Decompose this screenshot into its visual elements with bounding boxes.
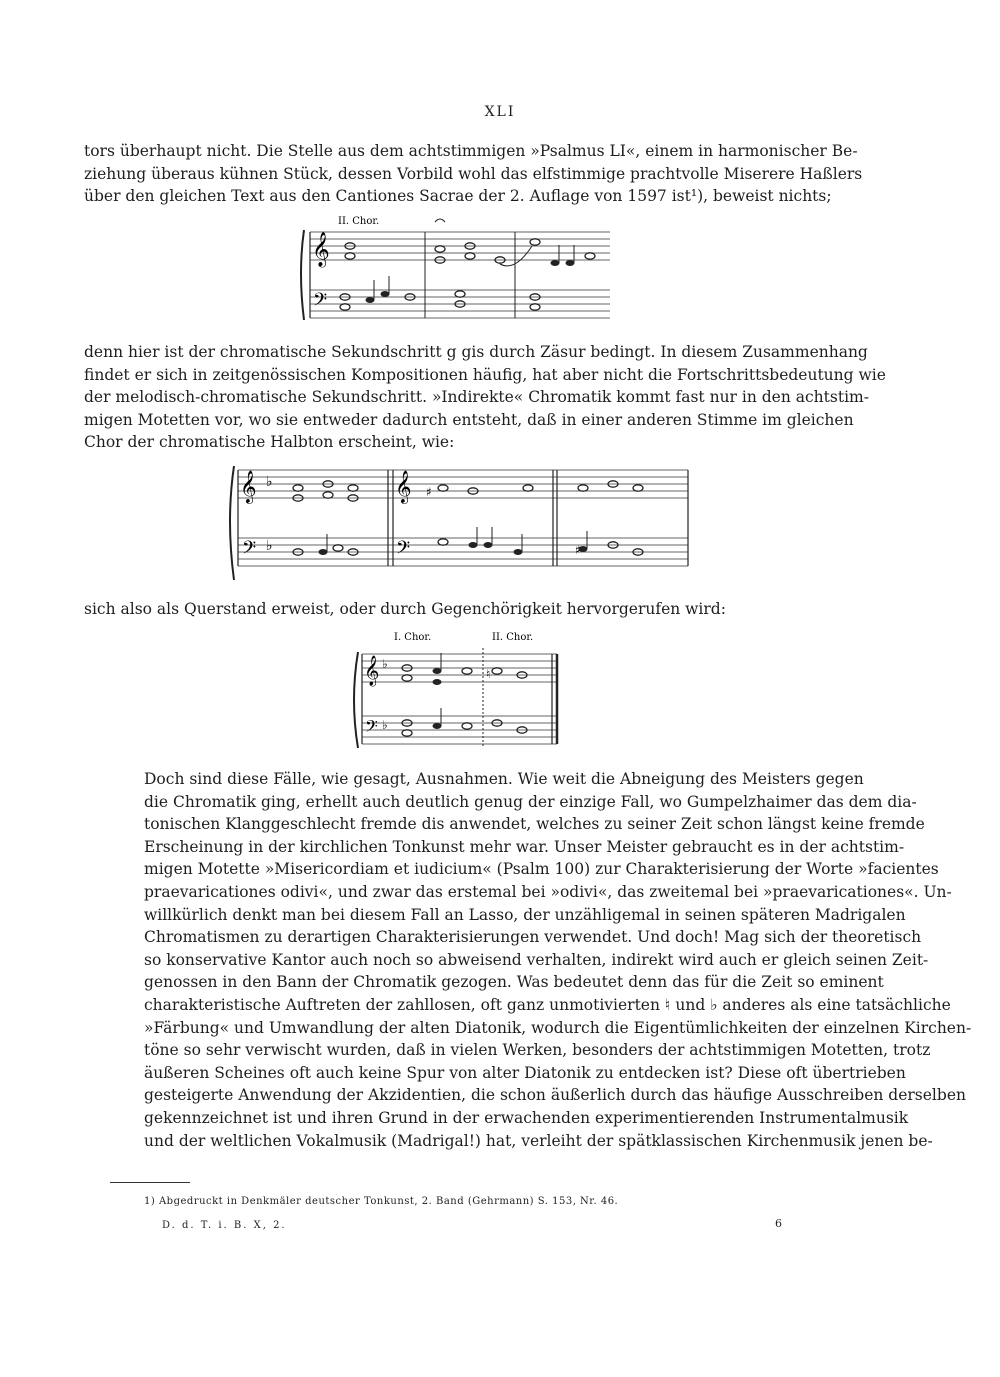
text-line: und der weltlichen Vokalmusik (Madrigal!) hat, verleiht der spätklassischen Kirchenmusik jenen be- bbox=[144, 1131, 933, 1150]
svg-text:𝄞: 𝄞 bbox=[364, 656, 380, 686]
music-example-2 bbox=[228, 458, 698, 588]
text-line: tors überhaupt nicht. Die Stelle aus dem achtstimmigen »Psalmus LI«, einem in harmonischer Be- bbox=[84, 142, 858, 160]
paragraph-2 bbox=[84, 341, 886, 454]
text-line: töne so sehr verwischt wurden, daß in vielen Werken, besonders der achtstimmigen Motetten, trotz bbox=[144, 1041, 931, 1060]
music-example-1 bbox=[300, 212, 640, 332]
svg-text:♯: ♯ bbox=[426, 485, 432, 499]
page-number: XLI bbox=[484, 104, 516, 120]
svg-text:♭: ♭ bbox=[382, 718, 388, 732]
svg-text:♮: ♮ bbox=[486, 667, 491, 681]
text-line: praevaricationes odivi«, und zwar das erstemal bei »odivi«, das zweitemal bei »praevaricationes«. Un- bbox=[144, 882, 952, 901]
music-example-3 bbox=[352, 630, 572, 755]
text-line: gesteigerte Anwendung der Akzidentien, die schon äußerlich durch das häufige Ausschreiben derselben bbox=[144, 1086, 966, 1105]
text-line: tonischen Klanggeschlecht fremde dis anwendet, welches zu seiner Zeit schon längst keine fremde bbox=[144, 815, 925, 834]
paragraph-3 bbox=[84, 598, 852, 621]
text-line: findet er sich in zeitgenössischen Kompositionen häufig, hat aber nicht die Fortschrittsbedeutung wie bbox=[84, 365, 886, 384]
paragraph-4 bbox=[84, 768, 972, 1152]
svg-text:𝄢: 𝄢 bbox=[313, 290, 328, 315]
svg-text:♭: ♭ bbox=[266, 474, 273, 490]
text-line: äußeren Scheines oft auch keine Spur von alter Diatonik zu entdecken ist? Diese oft übertrieben bbox=[144, 1063, 906, 1082]
text-line: Chor der chromatische Halbton erscheint, wie: bbox=[84, 433, 455, 452]
paragraph-1 bbox=[84, 140, 863, 208]
text-line: denn hier ist der chromatische Sekundschritt g gis durch Zäsur bedingt. In diesem Zusammenhang bbox=[84, 343, 868, 361]
svg-text:♭: ♭ bbox=[382, 657, 388, 671]
text-line: über den gleichen Text aus den Cantiones Sacrae der 2. Auflage von 1597 ist¹), beweist nichts; bbox=[84, 187, 832, 206]
text-line: »Färbung« und Umwandlung der alten Diatonik, wodurch die Eigentümlichkeiten der einzelnen Kirchen- bbox=[144, 1018, 972, 1037]
text-line: migen Motette »Misericordiam et iudicium« (Psalm 100) zur Charakterisierung der Worte »facientes bbox=[144, 860, 939, 879]
svg-text:𝄞: 𝄞 bbox=[240, 470, 257, 503]
text-line: so konservative Kantor auch noch so abweisend verhalten, indirekt wird auch er gleich seinen Zeit- bbox=[144, 950, 929, 969]
text-line: ziehung überaus kühnen Stück, dessen Vorbild wohl das elfstimmige prachtvolle Miserere Haßlers bbox=[84, 164, 863, 183]
text-line: willkürlich denkt man bei diesem Fall an Lasso, der unzähligemal in seinen späteren Madrigalen bbox=[144, 905, 906, 924]
text-line: der melodisch-chromatische Sekundschritt. »Indirekte« Chromatik kommt fast nur in den achtstim- bbox=[84, 388, 869, 407]
choir-label-ii: II. Chor. bbox=[492, 632, 534, 643]
text-line: genossen in den Bann der Chromatik gezogen. Was bedeutet denn das für die Zeit so eminent bbox=[144, 973, 884, 992]
text-line: Doch sind diese Fälle, wie gesagt, Ausnahmen. Wie weit die Abneigung des Meisters gegen bbox=[144, 770, 864, 788]
svg-text:𝄢: 𝄢 bbox=[396, 538, 411, 563]
svg-text:𝄞: 𝄞 bbox=[312, 232, 330, 267]
choir-label-i: I. Chor. bbox=[394, 632, 432, 643]
svg-text:𝄢: 𝄢 bbox=[242, 538, 257, 563]
text-line: Erscheinung in der kirchlichen Tonkunst mehr war. Unser Meister gebraucht es in der achtstim- bbox=[144, 837, 905, 856]
footnote-rule bbox=[110, 1182, 190, 1183]
text-line: charakteristische Auftreten der zahllosen, oft ganz unmotivierten ♮ und ♭ anderes als eine tatsächliche bbox=[144, 995, 951, 1014]
text-line: Chromatismen zu derartigen Charakterisierungen verwendet. Und doch! Mag sich der theoretisch bbox=[144, 928, 922, 947]
sheet-number: 6 bbox=[775, 1217, 782, 1230]
svg-text:♭: ♭ bbox=[266, 538, 273, 554]
text-line: migen Motetten vor, wo sie entweder dadurch entsteht, daß in einer anderen Stimme im gleichen bbox=[84, 410, 854, 429]
text-line: gekennzeichnet ist und ihren Grund in der erwachenden experimentierenden Instrumentalmusik bbox=[144, 1108, 909, 1127]
text-line: die Chromatik ging, erhellt auch deutlich genug der einzige Fall, wo Gumpelzhaimer das dem dia- bbox=[144, 792, 917, 811]
svg-text:𝄢: 𝄢 bbox=[365, 716, 378, 740]
svg-text:𝄞: 𝄞 bbox=[395, 470, 412, 503]
choir-label-ii: II. Chor. bbox=[338, 216, 380, 227]
svg-text:♯: ♯ bbox=[575, 543, 581, 557]
footnote: 1) Abgedruckt in Denkmäler deutscher Tonkunst, 2. Band (Gehrmann) S. 153, Nr. 46. bbox=[144, 1196, 619, 1207]
text-line: sich also als Querstand erweist, oder durch Gegenchörigkeit hervorgerufen wird: bbox=[84, 600, 726, 618]
signature-mark: D. d. T. i. B. X, 2. bbox=[162, 1220, 287, 1231]
